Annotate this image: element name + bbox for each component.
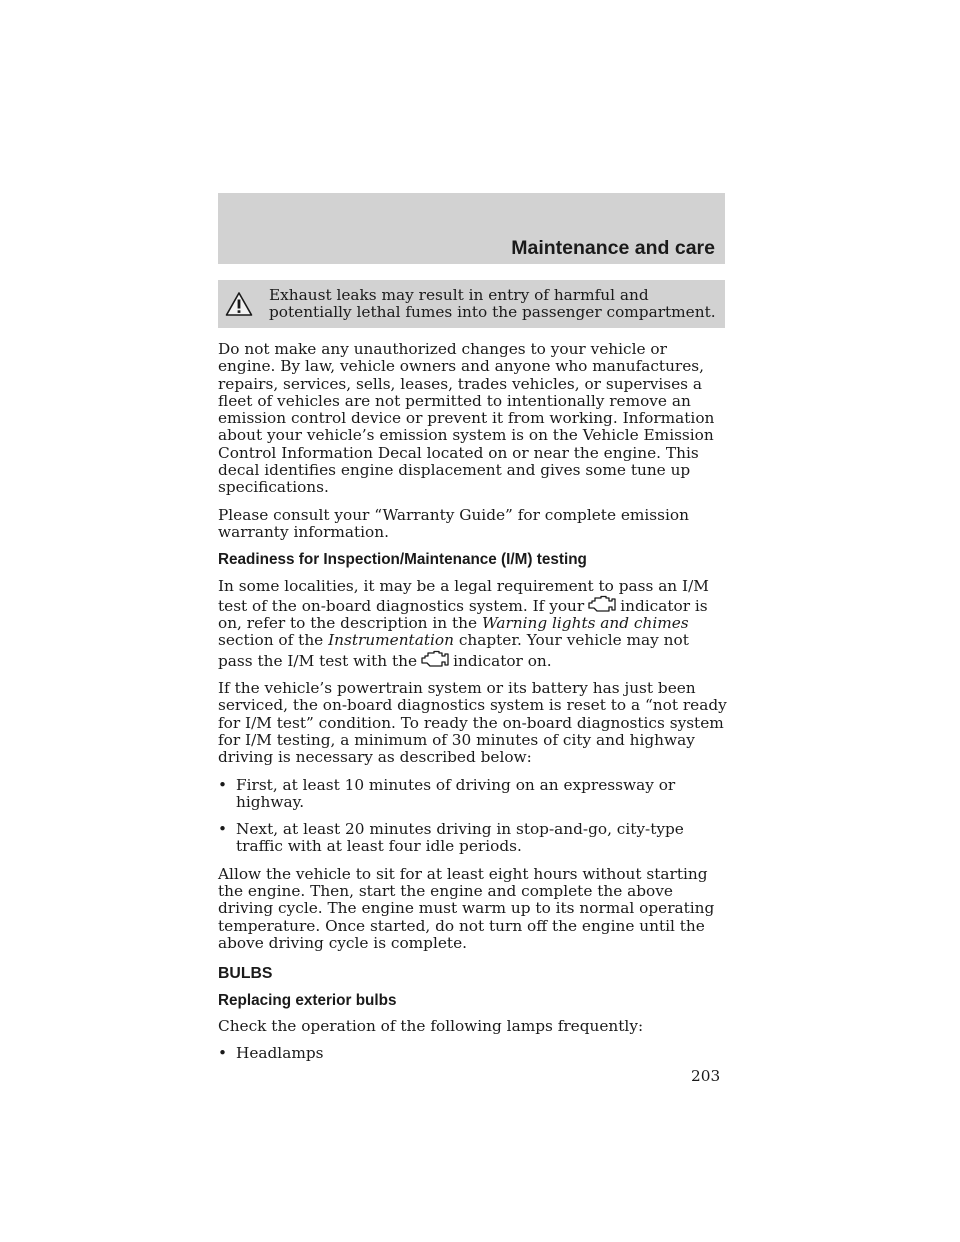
paragraph-check-lamps: Check the operation of the following lamps frequently: — [218, 1016, 644, 1035]
bullet-marker: • — [218, 1044, 228, 1063]
page-number: 203 — [691, 1067, 721, 1085]
warning-box — [218, 280, 725, 328]
warning-text: Exhaust leaks may result in entry of harmful and potentially lethal fumes into the passenger compartment. — [269, 286, 716, 321]
paragraph-im-test: In some localities, it may be a legal requirement to pass an I/M test of the on-board diagnostics system. If your indicator is on, refer to the description in the Warning lights and chimes section of the Instrumentation chapter. Your vehicle may not pass the I/M test with the indicator on. — [218, 576, 709, 670]
heading-readiness: Readiness for Inspection/Maintenance (I/M) testing — [218, 551, 587, 569]
list-item: • First, at least 10 minutes of driving on an expressway or highway. — [218, 775, 676, 811]
bullet-marker: • — [218, 775, 228, 794]
list-item: • Next, at least 20 minutes driving in stop-and-go, city-type traffic with at least four idle periods. — [218, 820, 684, 856]
list-item: • Headlamps — [218, 1044, 324, 1063]
heading-bulbs: BULBS — [218, 965, 273, 983]
warning-triangle-icon — [225, 291, 253, 317]
check-engine-icon — [587, 595, 617, 614]
paragraph-powertrain-reset: If the vehicle’s powertrain system or its battery has just been serviced, the on-board diagnostics system is reset to a “not ready for I/M test” condition. To ready the on-board diagnostics system for I/M testing, a minimum of 30 minutes of city and highway driving is necessary as described below: — [218, 679, 727, 767]
check-engine-icon — [420, 650, 450, 669]
chapter-title: Maintenance and care — [511, 237, 715, 259]
paragraph-unauthorized-changes: Do not make any unauthorized changes to your vehicle or engine. By law, vehicle owners and anyone who manufactures, repairs, services, sells, leases, trades vehicles, or supervises a fleet of vehicles are not permitted to intentionally remove an emission control device or prevent it from working. Information about your vehicle’s emission system is on the Vehicle Emission Control Information Decal located on or near the engine. This decal identifies engine displacement and gives some tune up specifications. — [218, 340, 715, 497]
heading-replacing-exterior-bulbs: Replacing exterior bulbs — [218, 991, 397, 1009]
paragraph-driving-cycle: Allow the vehicle to sit for at least eight hours without starting the engine. Then, start the engine and complete the above driving cycle. The engine must warm up to its normal operating temperature. Once started, do not turn off the engine until the above driving cycle is complete. — [218, 864, 715, 952]
page-content — [218, 341, 728, 1072]
bullet-marker: • — [218, 820, 228, 839]
chapter-header — [218, 193, 725, 264]
paragraph-warranty-guide: Please consult your “Warranty Guide” for complete emission warranty information. — [218, 505, 689, 541]
